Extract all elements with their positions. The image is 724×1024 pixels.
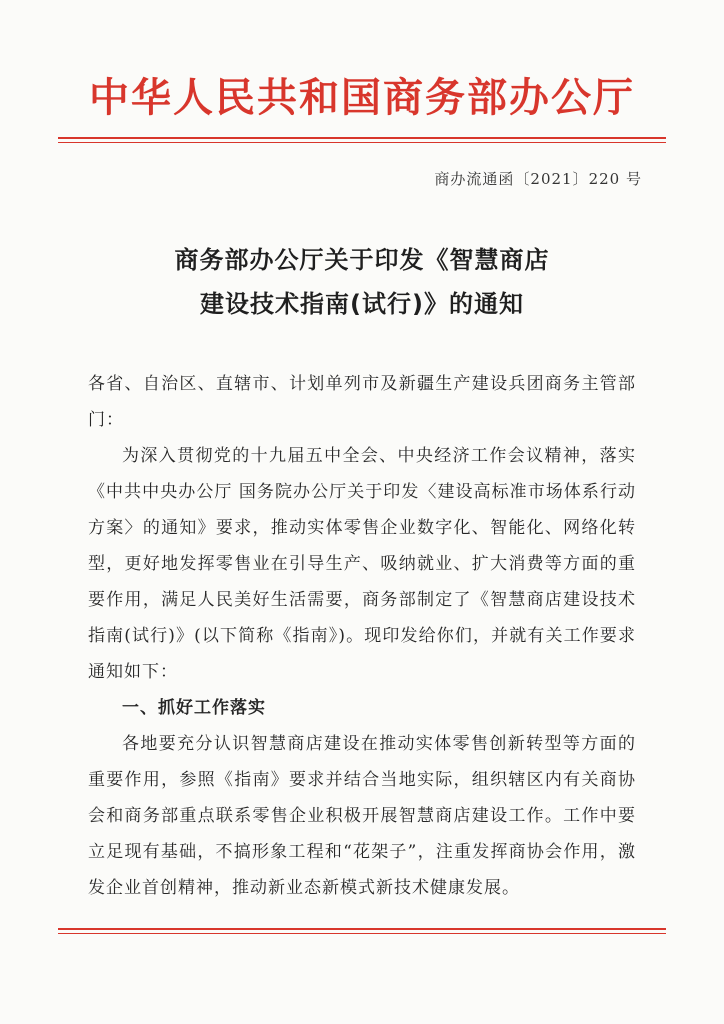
document-body bbox=[88, 366, 636, 906]
footer-red-rule bbox=[58, 928, 666, 930]
document-title-line-2: 建设技术指南(试行)》的通知 bbox=[200, 290, 524, 318]
header-red-rule bbox=[58, 137, 666, 139]
document-title-line-1: 商务部办公厅关于印发《智慧商店 bbox=[174, 246, 550, 274]
section-heading-1: 一、抓好工作落实 bbox=[122, 698, 266, 718]
salutation: 各省、自治区、直辖市、计划单列市及新疆生产建设兵团商务主管部门： bbox=[88, 374, 636, 430]
document-number: 商办流通函〔2021〕220 号 bbox=[434, 170, 642, 188]
issuer-header: 中华人民共和国商务部办公厅 bbox=[89, 74, 635, 121]
section-body-1: 各地要充分认识智慧商店建设在推动实体零售创新转型等方面的重要作用，参照《指南》要求并结合当地实际，组织辖区内有关商协会和商务部重点联系零售企业积极开展智慧商店建设工作。工作中要立足现有基础，不搞形象工程和“花架子”，注重发挥商协会作用，激发企业首创精神，推动新业态新模式新技术健康发展。 bbox=[88, 734, 636, 898]
footer-red-rule-thin bbox=[58, 933, 666, 934]
intro-paragraph: 为深入贯彻党的十九届五中全会、中央经济工作会议精神，落实《中共中央办公厅 国务院办公厅关于印发〈建设高标准市场体系行动方案〉的通知》要求，推动实体零售企业数字化、智能化、网络化转型，更好地发挥零售业在引导生产、吸纳就业、扩大消费等方面的重要作用，满足人民美好生活需要，商务部制定了《智慧商店建设技术指南(试行)》(以下简称《指南》)。现印发给你们，并就有关工作要求通知如下： bbox=[88, 446, 636, 682]
header-red-rule-thin bbox=[58, 142, 666, 143]
